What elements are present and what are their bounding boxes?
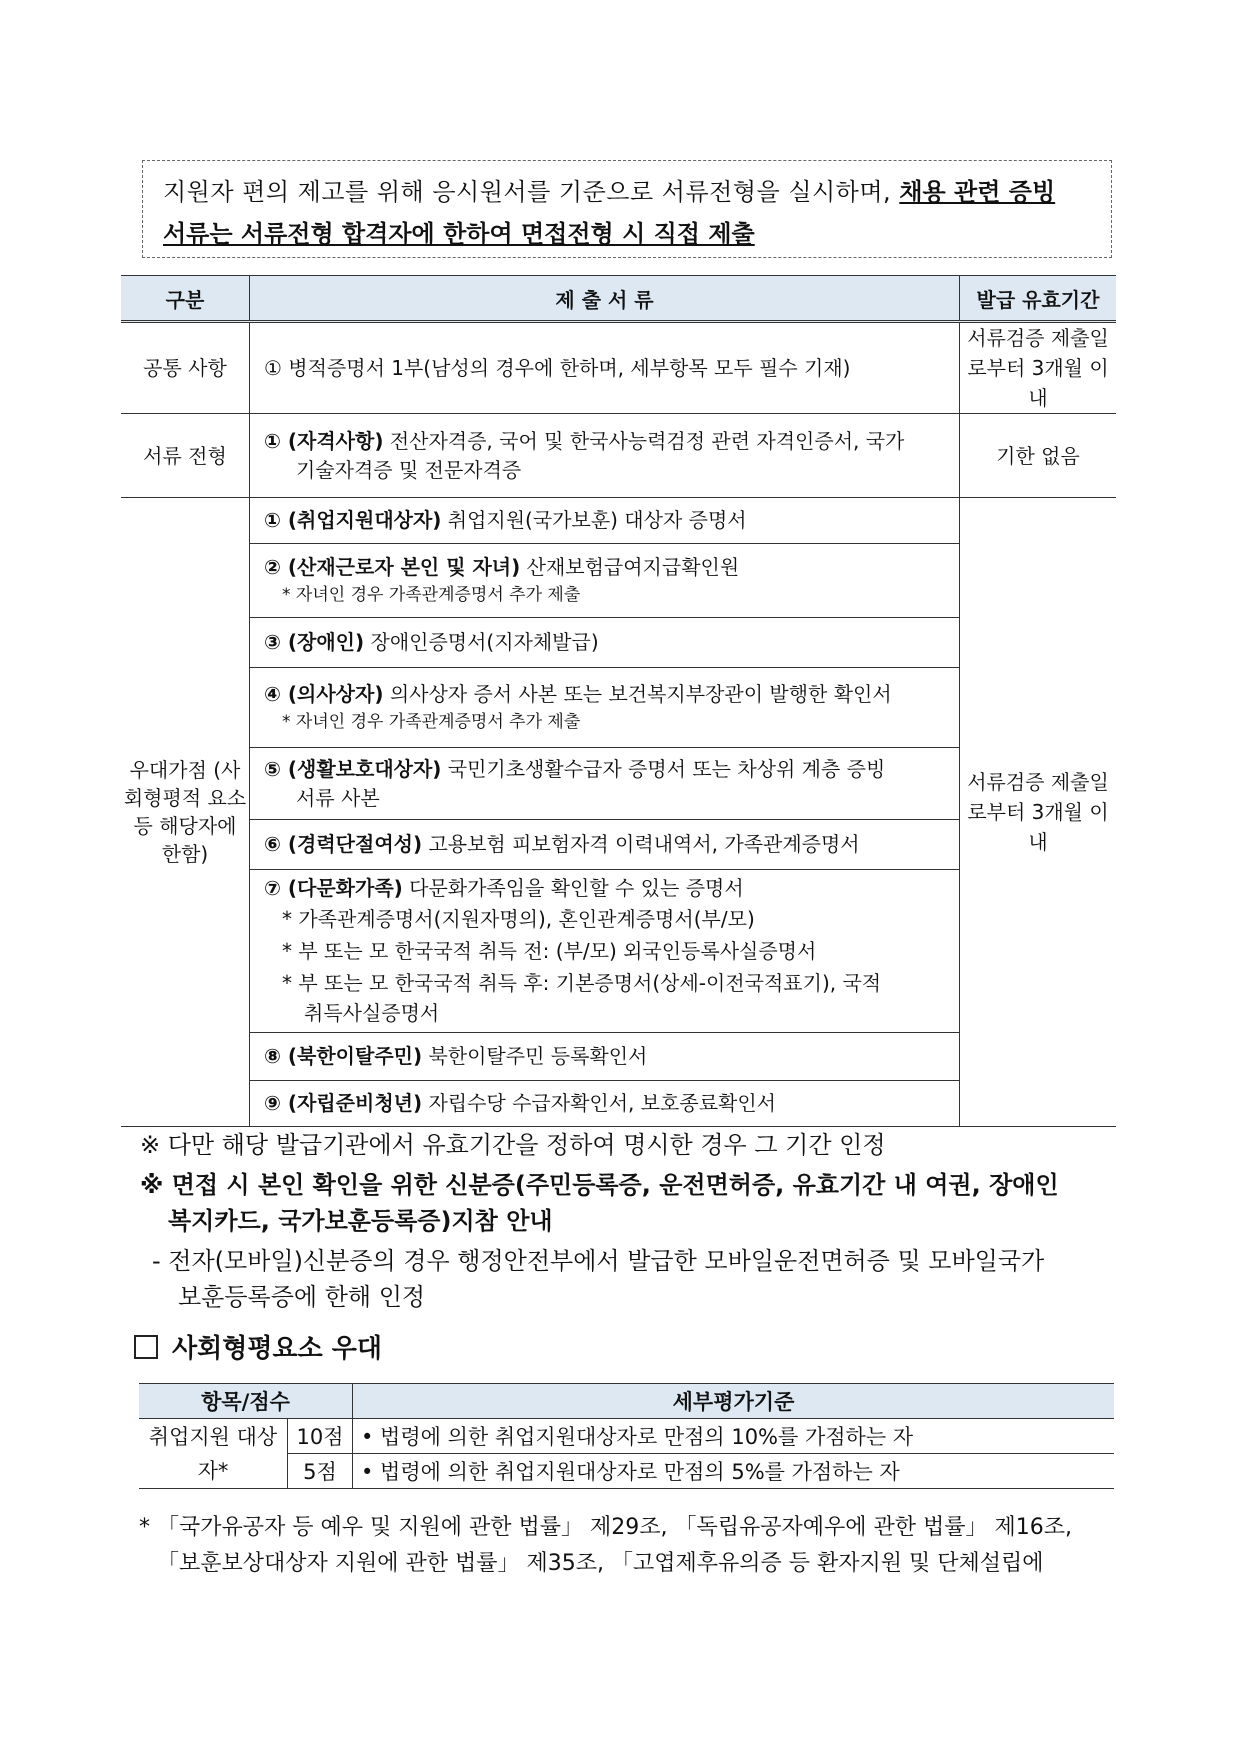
doc-screening [250,414,960,498]
pref-label: ⑧ (북한이탈주민) [264,1044,423,1068]
footnote-line1: * 「국가유공자 등 예우 및 지원에 관한 법률」 제29조, 「독립유공자예우에 관한 법률」 제16조, [139,1515,1072,1540]
header-validity: 발급 유효기간 [960,276,1117,322]
section-title-text: 사회형평요소 우대 [172,1334,382,1364]
pref-label: ⑦ (다문화가족) [264,876,403,900]
doc-screening-label: ① (자격사항) [264,428,384,453]
note-id-card: ※ 면접 시 본인 확인을 위한 신분증(주민등록증, 운전면허증, 유효기간 내 여권, 장애인 [140,1171,1059,1199]
notice-emphasis-line2: 서류는 서류전형 합격자에 한하여 면접전형 시 직접 제출 [163,220,755,248]
score-item: 취업지원 대상자* [139,1419,288,1489]
pref-note: * 자녀인 경우 가족관계증명서 추가 제출 [282,712,581,732]
pref-sub: * 부 또는 모 한국국적 취득 전: (부/모) 외국인등록사실증명서 [282,939,817,963]
pref-cont: 서류 사본 [296,785,380,810]
pref-item-6 [250,820,960,870]
pref-sub: * 가족관계증명서(지원자명의), 혼인관계증명서(부/모) [282,907,755,931]
pref-item-2 [250,544,960,618]
pref-item-4 [250,668,960,748]
pref-label: ④ (의사상자) [264,682,384,706]
pref-label: ⑥ (경력단절여성) [264,832,423,856]
score-value: 10점 [288,1419,353,1454]
note-validity: ※ 다만 해당 발급기관에서 유효기간을 정하여 명시한 경우 그 기간 인정 [140,1131,886,1159]
pref-text: 자립수당 수급자확인서, 보호종료확인서 [422,1091,776,1115]
section-title [134,1328,382,1365]
pref-sub-cont: 취득사실증명서 [304,1001,440,1025]
doc-screening-text: 전산자격증, 국어 및 한국사능력검정 관련 자격인증서, 국가 [383,428,905,453]
note-mobile-id: - 전자(모바일)신분증의 경우 행정안전부에서 발급한 모바일운전면허증 및 모바일국가 [152,1247,1045,1275]
pref-text: 장애인증명서(지자체발급) [364,630,599,654]
pref-label: ③ (장애인) [264,630,365,654]
footnote [139,1510,1117,1582]
doc-screening-cont: 기술자격증 및 전문자격증 [296,457,522,482]
pref-text: 다문화가족임을 확인할 수 있는 증명서 [402,876,744,900]
note-id-card-cont: 복지카드, 국가보훈등록증)지참 안내 [168,1207,553,1235]
pref-item-1 [250,498,960,544]
category-common: 공통 사항 [121,322,250,414]
category-screening: 서류 전형 [121,414,250,498]
validity-common: 서류검증 제출일로부터 3개월 이내 [960,322,1117,414]
pref-item-5 [250,748,960,820]
header-category: 구분 [121,276,250,322]
score-value: 5점 [288,1454,353,1489]
pref-item-3 [250,618,960,668]
validity-preferential: 서류검증 제출일로부터 3개월 이내 [960,498,1117,1127]
score-table [139,1383,1114,1489]
pref-text: 북한이탈주민 등록확인서 [422,1044,648,1068]
pref-text: 고용보험 피보험자격 이력내역서, 가족관계증명서 [422,832,860,856]
score-criterion: • 법령에 의한 취업지원대상자로 만점의 10%를 가점하는 자 [353,1419,1115,1454]
score-header-criteria: 세부평가기준 [353,1384,1115,1419]
pref-label: ⑨ (자립준비청년) [264,1091,423,1115]
pref-text: 취업지원(국가보훈) 대상자 증명서 [441,508,747,532]
note-mobile-id-cont: 보훈등록증에 한해 인정 [178,1283,426,1311]
category-preferential: 우대가점 (사회형평적 요소 등 해당자에 한함) [121,498,250,1127]
pref-text: 의사상자 증서 사본 또는 보건복지부장관이 발행한 확인서 [383,682,892,706]
notice-box [142,160,1112,258]
document-table [121,275,1116,1127]
doc-common: ① 병적증명서 1부(남성의 경우에 한하며, 세부항목 모두 필수 기재) [250,322,960,414]
pref-note: * 자녀인 경우 가족관계증명서 추가 제출 [282,585,581,605]
pref-item-9 [250,1081,960,1127]
pref-item-8 [250,1033,960,1081]
pref-text: 산재보험급여지급확인원 [520,555,740,579]
pref-label: ② (산재근로자 본인 및 자녀) [264,555,521,579]
notice-emphasis: 채용 관련 증빙 [899,178,1056,206]
header-documents: 제 출 서 류 [250,276,960,322]
score-criterion: • 법령에 의한 취업지원대상자로 만점의 5%를 가점하는 자 [353,1454,1115,1489]
pref-sub: * 부 또는 모 한국국적 취득 후: 기본증명서(상세-이전국적표기), 국적 [282,971,882,995]
checkbox-icon [134,1335,158,1359]
score-header-item: 항목/점수 [139,1384,353,1419]
notice-text: 지원자 편의 제고를 위해 응시원서를 기준으로 서류전형을 실시하며, [163,178,900,206]
pref-text: 국민기초생활수급자 증명서 또는 차상위 계층 증빙 [441,756,886,781]
footnote-line2: 「보훈보상대상자 지원에 관한 법률」 제35조, 「고엽제후유의증 등 환자지원 및 단체설립에 [157,1551,1044,1576]
pref-label: ① (취업지원대상자) [264,508,442,532]
pref-label: ⑤ (생활보호대상자) [264,756,442,781]
validity-screening: 기한 없음 [960,414,1117,498]
pref-item-7 [250,870,960,1033]
